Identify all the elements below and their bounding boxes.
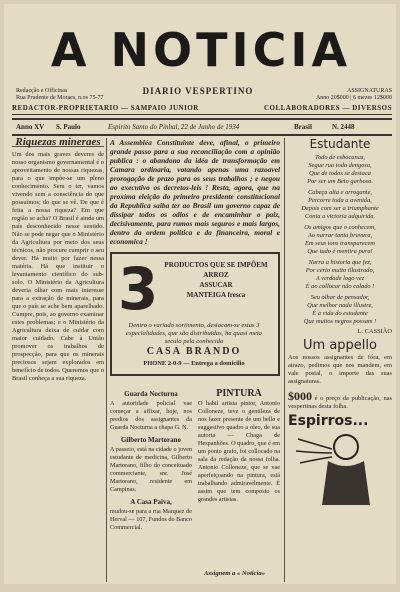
poem-line: Os amigos que o conhecem,: [304, 224, 376, 231]
heading-guarda-nocturna: Guarda Nocturna: [124, 390, 178, 398]
appello-text: Aos nossos assignantes de fóra, em atrazo, pedimos que nos mandem, em vale postal, o importe das suas assignaturas.: [288, 354, 392, 385]
price-notice: [288, 389, 392, 411]
poem-line: Que de todos se destaca: [309, 170, 371, 177]
article-heading-riquezas: Riquezas mineraes: [12, 138, 104, 147]
poem-line: É ao collocar não calado !: [305, 283, 375, 290]
heading-pintura: PINTURA: [216, 388, 262, 399]
collaborators-label: COLLABORADORES — DIVERSOS: [263, 104, 392, 112]
poem-line: Todo de esbocanas,: [314, 154, 365, 161]
ad-store-name: CASA BRANDO: [146, 346, 242, 357]
date-label: Espirito Santo do Pinhal, 22 de Junho de 1934: [108, 123, 240, 131]
newspaper-page: [4, 4, 396, 584]
address-line-2: Rua Prudente de Moraes, n.os 75-77: [16, 95, 104, 101]
poem-title: Estudante: [309, 137, 371, 151]
left-column: [12, 138, 104, 383]
ad-line-4: MANTEIGA fresca: [186, 291, 246, 299]
ad-line-3: ASSUCAR: [199, 281, 233, 289]
poem-line: Percorre toda a avenida,: [308, 197, 372, 204]
poem-line: Que melhor nada illustre,: [307, 302, 373, 309]
masthead: [12, 23, 390, 88]
ad-body: Dentro o variado sortimento, destacam-se estas 3 especialidades, que são distribuidas, ha quasi meio seculo pela conhecida: [126, 322, 262, 345]
address-line-1: Redacção e Officinas: [16, 88, 68, 94]
heading-casa-paiva: A Casa Paiva,: [130, 498, 172, 506]
center-column: [110, 138, 280, 376]
editor-name: SAMPAIO JUNIOR: [130, 104, 199, 112]
ad-line-2: ARROZ: [203, 271, 229, 279]
issue-number: N. 2448: [332, 123, 355, 131]
year-label: Anno XV: [16, 123, 45, 131]
espirros-ad-title: Espirros...: [288, 413, 369, 429]
text-casa-paiva: mudou-se para a rua Marquez de Herval — 107, Fundos do Banco Commercial.: [110, 508, 192, 531]
column-rule-2: [284, 138, 285, 582]
poem-line: Por ser um Beto garboso.: [307, 178, 373, 185]
poem-line: A verdade logo vez: [315, 275, 365, 282]
appello-title: Um appello: [303, 338, 377, 353]
poem-line: Por certo muito illustrado,: [305, 267, 375, 274]
ad-big-number: 3: [118, 255, 159, 323]
newspaper-title: A NOTICIA: [50, 23, 352, 77]
poem-line: Em seus tons transparecem: [305, 240, 375, 247]
poem-line: Conta a victoria adquirida.: [304, 213, 376, 220]
ad-products: [162, 260, 270, 300]
text-gilberto: A passeio, está na cidade o joven estudante de medicina, Gilberto Martorano, filho do conceituado commerciante, snr. José Martorano, residente em Campinas.: [110, 446, 192, 493]
poem-line: É a vida do estudante: [312, 310, 368, 317]
sneezing-figure-illustration: [288, 427, 388, 507]
poem-line: Segue rua todo dengoso,: [308, 162, 372, 169]
ad-line-1: PRODUCTOS QUE SE IMPÕEM: [164, 261, 268, 269]
poem-author: L. CASSIÃO: [357, 328, 392, 335]
poem-line: Depois com ser a triumphante: [301, 205, 379, 212]
text-pintura: O habil artista pintor, Antonio Colloneze, teve o gentileza de nos fazer presente de um bello e suggestivo quadro a oleo, de sua autoria — Chaga de Hespanhões. O quadro, que é em um ponto grafo, foi collocado na sala da redação da nossa folha. Antonio Colloneze, que se vae aperfeiçoando na pintura, está trabalhando admiravelmente. É assim que tem composto os grandes artistas.: [198, 400, 280, 503]
editorial-text: A Assembléa Constituinte deve, afinal, o primeiro grande passo para a sua reconciliação com a opinião publica : o abandono da idéa de transformação em Camara ordinaria, votando apenas uma razoavel prorogação de prazo para os seus trabalhos ; e negou ao executivo os decretos-leis ! Resta, agora, que na proxima eleição do primeiro presidente constitucional da Republica saiba ter ao Brasil um governo capaz de dissipar todos os odios e de encaminhar o paiz, decisivamente, para rumos mais seguros e mais largos, dentro da ordem politica e da financeira, moral e economica !: [110, 138, 280, 246]
right-column: [288, 138, 392, 510]
text-guarda-nocturna: A autoridade policial vae começar a affixar, hoje, nos predios dos assignantes da Guarda Nocturna a chapa G. N.: [110, 400, 192, 431]
advertisement-casa-brando: [110, 252, 280, 376]
editor-label: REDACTOR-PROPRIETARIO: [12, 104, 119, 112]
poem-line: Que muitos negros possam !: [303, 318, 377, 325]
poem-line: Seu olhar de pensador,: [310, 294, 370, 301]
paper-type: DIARIO VESPERTINO: [142, 86, 254, 96]
footer-subscribe: Assignem a « Noticia»: [204, 570, 265, 577]
heading-gilberto: Gilberto Martorano: [120, 436, 182, 444]
subcolumn-left: [110, 390, 192, 532]
price-text: é o preço da publicação, nas vespertinas desta folha.: [288, 395, 392, 410]
poem-line: Narra a historia que fez,: [308, 259, 372, 266]
poem-line: Cabeça alta e arrogante,: [307, 189, 372, 196]
country-label: Brasil: [294, 123, 312, 131]
place-label: S. Paulo: [56, 123, 81, 131]
poem: [288, 154, 392, 336]
staff-line: REDACTOR-PROPRIETARIO — SAMPAIO JUNIOR COLLABORADORES — DIVERSOS: [12, 104, 392, 115]
subcolumn-right: [198, 390, 280, 504]
subscription-label: ASSIGNATURAS: [346, 88, 392, 94]
article-text-riquezas: Um dos mais graves deveres de nosso organismo governamental é o aproveitamento de nossas riquezas, para o que impõe-se um pleno conhecimento. Sem o ter, vamos vivendo sem a consciência do que possuímos; do que se vê. De que é feita a nossa riqueza? Em que região se acha? O Brasil é ainda um país desconhecido nesse sentido. Não se pode negar que o Ministério da Agricultura por meio dos seus técnicos, não procure cumprir o seu dever. Há muito por fazer nessa matéria. Há que instituir o levantamento científico do sub-solo. O Ministério da Agricultura deveria olhar com mais interesse para a extração de minerais, para que o país se ache bem aparelhado. Cumpre, pois, ao governo examinar estes problemas; e o Ministério da Agricultura deixa de cuidar com maior cuidado. Cabe à União promover os trabalhos de prospecção, para que os minerais preciosos sejam explorados em benefício de todos. Queremos que o Brasil conheça a sua riqueza.: [12, 151, 104, 382]
poem-line: Ao narrar tanta bravura,: [307, 232, 373, 239]
masthead-center-info: [128, 86, 268, 96]
masthead-left-info: [16, 88, 116, 102]
masthead-right-info: [300, 88, 392, 102]
subscription-prices: Anno 20$000 | 6 mezes 12$000: [315, 95, 392, 101]
price-value: $000: [288, 389, 312, 403]
ad-phone: PHONE 2-0-9 — Entrega a domicilio: [143, 360, 245, 367]
column-rule-1: [106, 138, 107, 582]
poem-line: Que tudo é mentira pura!: [307, 248, 373, 255]
dateline: [12, 118, 392, 136]
